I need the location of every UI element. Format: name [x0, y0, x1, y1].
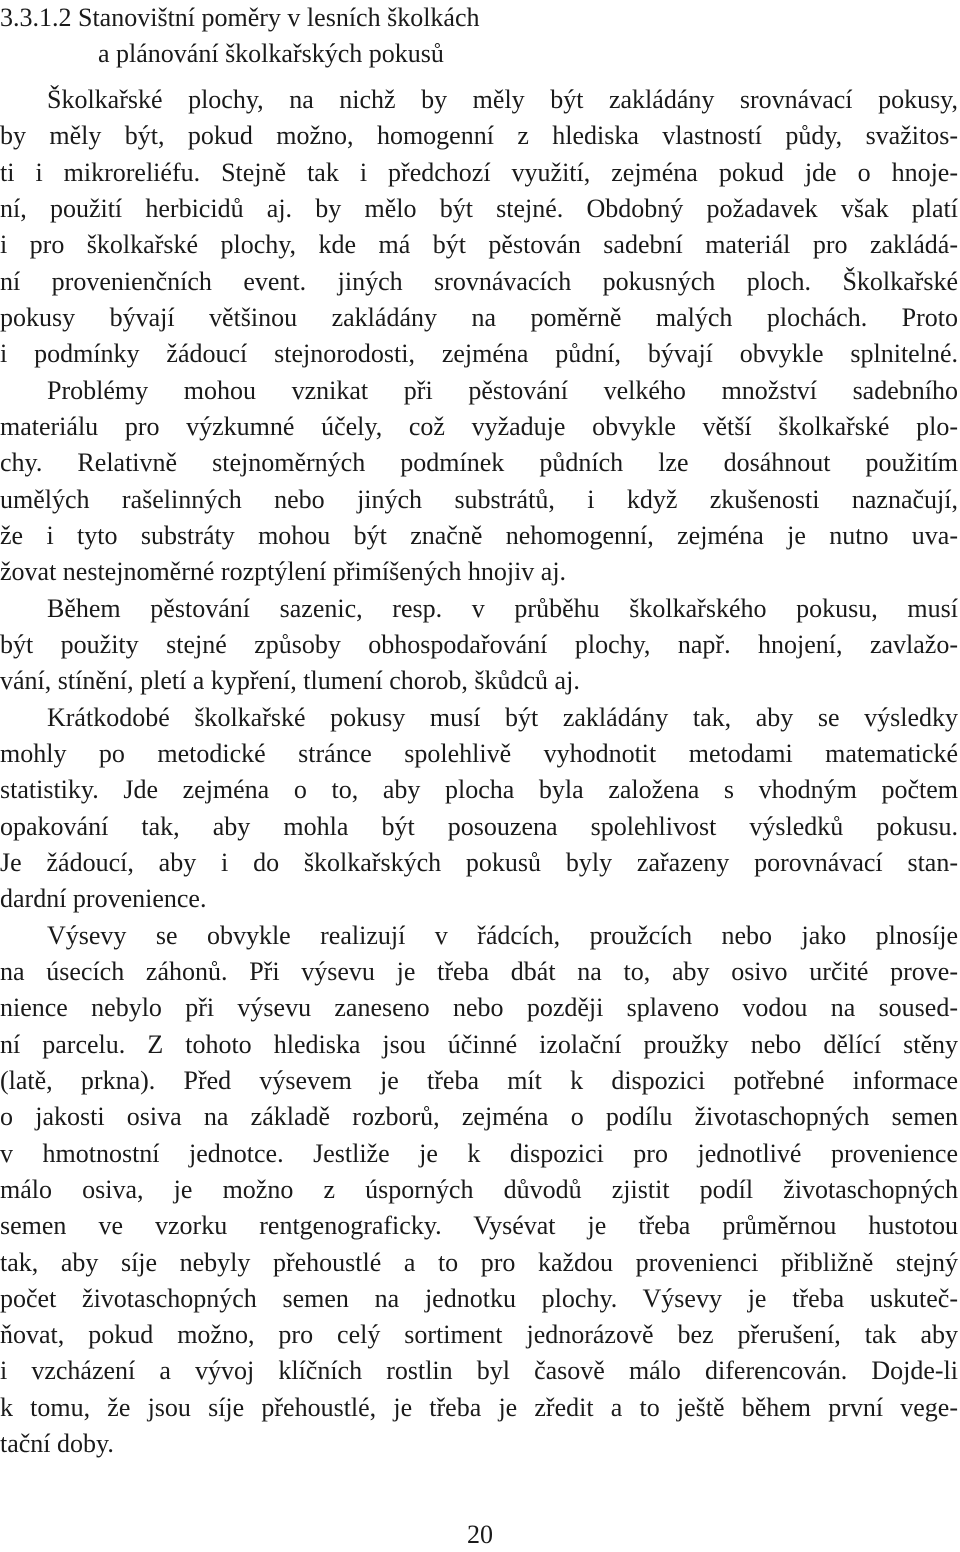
text-line: i vzcházení a vývoj klíčních rostlin byl časově málo diferencován. Dojde-li: [0, 1356, 958, 1386]
text-line: k tomu, že jsou síje přehoustlé, je třeba je zředit a to ještě během první vege-: [0, 1392, 958, 1422]
text-line: počet životaschopných semen na jednotku plochy. Výsevy je třeba uskuteč-: [0, 1283, 958, 1313]
text-line: ní parcelu. Z tohoto hlediska jsou účinné izolační proužky nebo dělící stěny: [0, 1029, 958, 1059]
text-line: by měly být, pokud možno, homogenní z hlediska vlastností půdy, svažitos-: [0, 121, 958, 151]
text-line: ti i mikroreliéfu. Stejně tak i předchozí využití, zejména pokud jde o hnoje-: [0, 157, 958, 187]
text-line: Výsevy se obvykle realizují v řádcích, proužcích nebo jako plnosíje: [47, 920, 958, 950]
text-line: chy. Relativně stejnoměrných podmínek půdních lze dosáhnout použitím: [0, 448, 958, 478]
text-line: tační doby.: [0, 1429, 114, 1459]
text-line: v hmotnostní jednotce. Jestliže je k dispozici pro jednotlivé provenience: [0, 1138, 958, 1168]
text-line: i podmínky žádoucí stejnorodosti, zejména půdní, bývají obvykle splnitelné.: [0, 339, 958, 369]
text-line: umělých rašelinných nebo jiných substrátů, i když zkušenosti naznačují,: [0, 484, 958, 514]
page-number: 20: [467, 1520, 493, 1549]
text-line: semen ve vzorku rentgenograficky. Vysévat je třeba průměrnou hustotou: [0, 1211, 958, 1241]
text-line: o jakosti osiva na základě rozborů, zejména o podílu životaschopných semen: [0, 1102, 958, 1132]
text-line: (latě, prkna). Před výsevem je třeba mít k dispozici potřebné informace: [0, 1065, 958, 1095]
text-line: dardní provenience.: [0, 884, 207, 914]
text-line: Během pěstování sazenic, resp. v průběhu školkařského pokusu, musí: [47, 593, 958, 623]
text-line: málo osiva, je možno z úsporných důvodů zjistit podíl životaschopných: [0, 1174, 958, 1204]
text-line: tak, aby síje nebyly přehoustlé a to pro každou provenienci přibližně stejný: [0, 1247, 958, 1277]
text-line: ní, použití herbicidů aj. by mělo být stejné. Obdobný požadavek však platí: [0, 193, 958, 223]
text-line: Problémy mohou vznikat při pěstování velkého množství sadebního: [47, 375, 958, 405]
text-line: ní provenienčních event. jiných srovnávacích pokusných ploch. Školkařské: [0, 266, 958, 296]
section-heading-line-1: 3.3.1.2 Stanovištní poměry v lesních školkách: [0, 3, 480, 32]
text-line: Je žádoucí, aby i do školkařských pokusů byly zařazeny porovnávací stan-: [0, 847, 958, 877]
body-text: [0, 82, 958, 1462]
text-line: žovat nestejnoměrné rozptýlení přimíšených hnojiv aj.: [0, 557, 567, 587]
text-line: mohly po metodické stránce spolehlivě vyhodnotit metodami matematické: [0, 738, 958, 768]
text-line: nience nebylo při výsevu zaneseno nebo později splaveno vodou na soused-: [0, 993, 958, 1023]
text-line: Krátkodobé školkařské pokusy musí být zakládány tak, aby se výsledky: [47, 702, 958, 732]
text-line: být použity stejné způsoby obhospodařování plochy, např. hnojení, zavlažo-: [0, 629, 958, 659]
text-line: vání, stínění, pletí a kypření, tlumení chorob, škůdců aj.: [0, 666, 580, 696]
text-line: Školkařské plochy, na nichž by měly být zakládány srovnávací pokusy,: [47, 85, 958, 114]
text-line: statistiky. Jde zejména o to, aby plocha byla založena s vhodným počtem: [0, 775, 958, 805]
text-line: i pro školkařské plochy, kde má být pěstován sadební materiál pro zakládá-: [0, 230, 958, 260]
section-heading-line-2: a plánování školkařských pokusů: [98, 39, 444, 69]
text-line: materiálu pro výzkumné účely, což vyžaduje obvykle větší školkařské plo-: [0, 411, 958, 441]
text-line: opakování tak, aby mohla být posouzena spolehlivost výsledků pokusu.: [0, 811, 958, 841]
text-line: že i tyto substráty mohou být značně nehomogenní, zejména je nutno uva-: [0, 520, 958, 550]
text-line: na úsecích záhonů. Při výsevu je třeba dbát na to, aby osivo určité prove-: [0, 956, 958, 986]
section-heading: [0, 0, 480, 73]
text-line: pokusy bývají většinou zakládány na poměrně malých plochách. Proto: [0, 302, 958, 332]
text-line: ňovat, pokud možno, pro celý sortiment jednorázově bez přerušení, tak aby: [0, 1320, 958, 1350]
